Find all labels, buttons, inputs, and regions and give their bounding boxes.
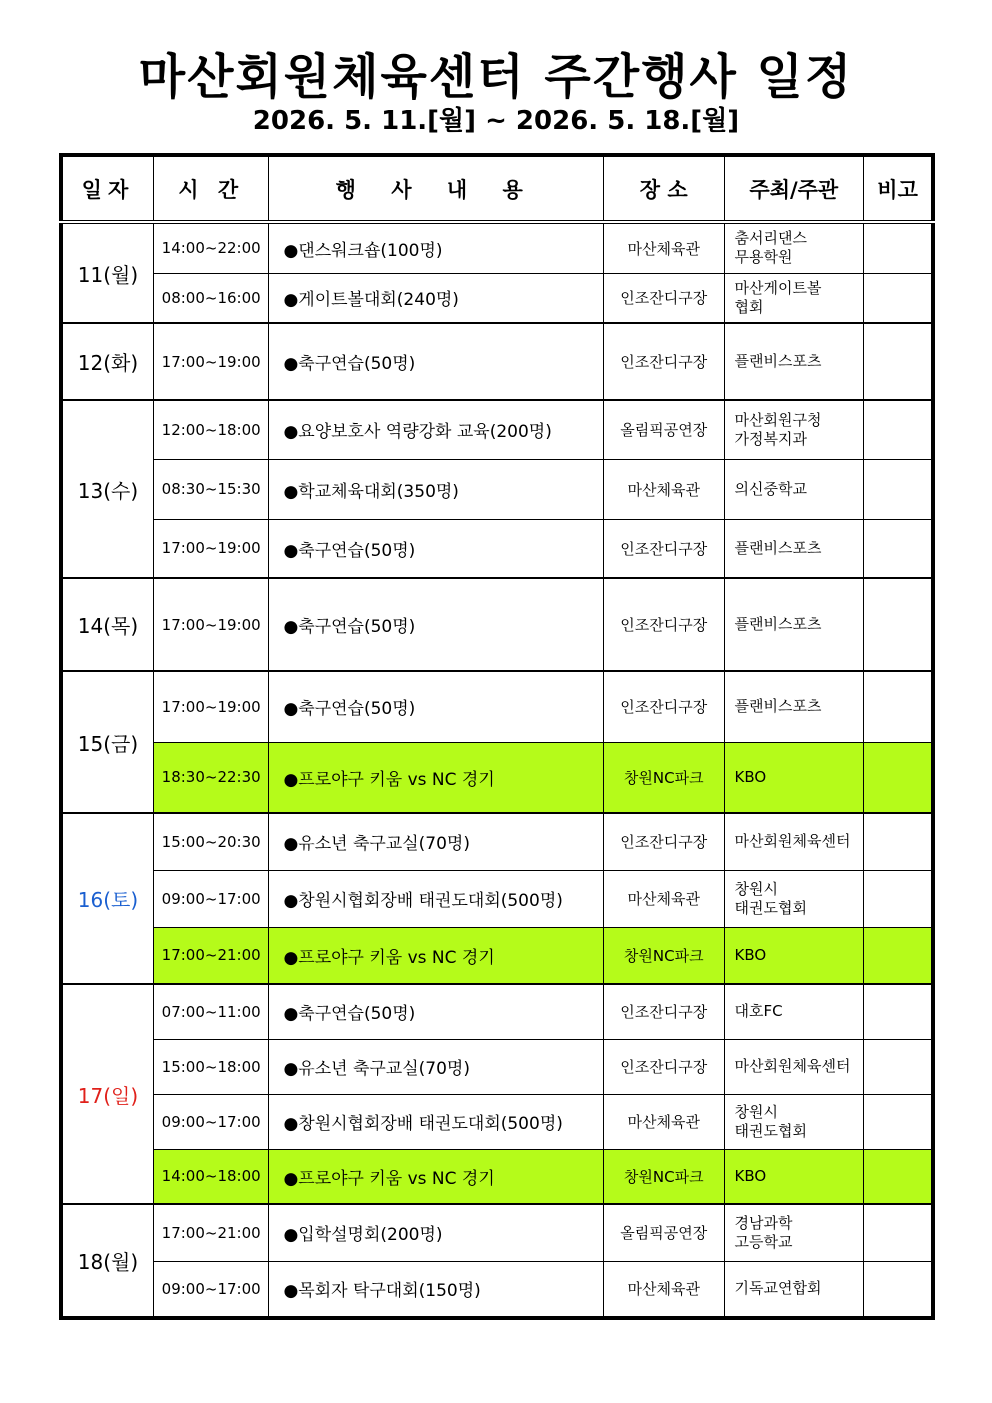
venue-cell: 인조잔디구장 xyxy=(603,671,724,742)
time-cell: 15:00~20:30 xyxy=(153,813,269,870)
schedule-body xyxy=(61,222,933,1318)
host-line: 고등학교 xyxy=(734,1232,793,1251)
time-cell: 08:30~15:30 xyxy=(153,459,269,519)
host-cell xyxy=(724,323,864,400)
host-line: KBO xyxy=(734,767,767,786)
venue-cell: 창원NC파크 xyxy=(603,1149,724,1204)
note-cell xyxy=(864,671,933,742)
column-header-event: 행 사 내 용 xyxy=(269,155,604,222)
table-row xyxy=(61,1039,933,1094)
column-header-time: 시 간 xyxy=(153,155,269,222)
column-header-note: 비고 xyxy=(864,155,933,222)
note-cell xyxy=(864,222,933,273)
time-cell: 12:00~18:00 xyxy=(153,400,269,459)
host-cell xyxy=(724,273,864,323)
host-cell xyxy=(724,813,864,870)
note-cell xyxy=(864,1149,933,1204)
event-cell: ●프로야구 키움 vs NC 경기 xyxy=(269,927,604,984)
note-cell xyxy=(864,984,933,1039)
host-line: 마산회원체육센터 xyxy=(734,1057,851,1075)
host-line: 가정복지과 xyxy=(734,429,807,448)
time-cell: 07:00~11:00 xyxy=(153,984,269,1039)
note-cell xyxy=(864,927,933,984)
host-cell xyxy=(724,1039,864,1094)
host-cell xyxy=(724,1149,864,1204)
date-cell: 11(월) xyxy=(61,222,153,323)
column-header-date: 일자 xyxy=(61,155,153,222)
table-row xyxy=(61,813,933,870)
note-cell xyxy=(864,1039,933,1094)
note-cell xyxy=(864,273,933,323)
time-cell: 17:00~19:00 xyxy=(153,323,269,400)
host-line: 마산회원구청 xyxy=(734,410,822,429)
venue-cell: 올림픽공연장 xyxy=(603,400,724,459)
schedule-table xyxy=(59,153,935,1320)
date-cell: 15(금) xyxy=(61,671,153,813)
note-cell xyxy=(864,1261,933,1318)
table-row xyxy=(61,222,933,273)
page-title: 마산회원체육센터 주간행사 일정 xyxy=(138,49,854,105)
venue-cell: 마산체육관 xyxy=(603,222,724,273)
time-cell: 17:00~19:00 xyxy=(153,578,269,671)
host-cell xyxy=(724,459,864,519)
table-row xyxy=(61,671,933,742)
table-row xyxy=(61,984,933,1039)
event-cell: ●축구연습(50명) xyxy=(269,519,604,578)
host-line: 경남과학 xyxy=(734,1213,793,1232)
note-cell xyxy=(864,578,933,671)
time-cell: 17:00~19:00 xyxy=(153,519,269,578)
host-cell xyxy=(724,578,864,671)
venue-cell: 인조잔디구장 xyxy=(603,578,724,671)
host-line: 플랜비스포츠 xyxy=(734,615,822,633)
time-cell: 09:00~17:00 xyxy=(153,1261,269,1318)
event-cell: ●축구연습(50명) xyxy=(269,578,604,671)
date-cell: 17(일) xyxy=(61,984,153,1204)
host-line: 플랜비스포츠 xyxy=(734,697,822,716)
event-cell: ●댄스워크숍(100명) xyxy=(269,222,604,273)
time-cell: 14:00~22:00 xyxy=(153,222,269,273)
venue-cell: 인조잔디구장 xyxy=(603,273,724,323)
table-row xyxy=(61,927,933,984)
time-cell: 17:00~21:00 xyxy=(153,1204,269,1261)
host-cell xyxy=(724,222,864,273)
host-cell xyxy=(724,400,864,459)
host-cell xyxy=(724,984,864,1039)
event-cell: ●축구연습(50명) xyxy=(269,671,604,742)
date-cell: 14(목) xyxy=(61,578,153,671)
event-cell: ●게이트볼대회(240명) xyxy=(269,273,604,323)
event-cell: ●프로야구 키움 vs NC 경기 xyxy=(269,1149,604,1204)
note-cell xyxy=(864,1204,933,1261)
table-row xyxy=(61,1149,933,1204)
column-header-host: 주최/주관 xyxy=(724,155,864,222)
table-row xyxy=(61,578,933,671)
time-cell: 17:00~21:00 xyxy=(153,927,269,984)
header-row xyxy=(61,155,933,222)
venue-cell: 창원NC파크 xyxy=(603,742,724,813)
venue-cell: 인조잔디구장 xyxy=(603,984,724,1039)
host-cell xyxy=(724,519,864,578)
event-cell: ●축구연습(50명) xyxy=(269,984,604,1039)
host-cell xyxy=(724,1261,864,1318)
date-cell: 16(토) xyxy=(61,813,153,984)
event-cell: ●축구연습(50명) xyxy=(269,323,604,400)
table-row xyxy=(61,1204,933,1261)
host-line: KBO xyxy=(734,945,767,964)
note-cell xyxy=(864,870,933,927)
event-cell: ●요양보호사 역량강화 교육(200명) xyxy=(269,400,604,459)
host-line: 무용학원 xyxy=(734,248,793,267)
venue-cell: 올림픽공연장 xyxy=(603,1204,724,1261)
host-line: KBO xyxy=(734,1166,767,1185)
table-row xyxy=(61,1261,933,1318)
table-row xyxy=(61,742,933,813)
host-cell xyxy=(724,870,864,927)
host-line: 창원시 xyxy=(734,1102,778,1121)
event-cell: ●학교체육대회(350명) xyxy=(269,459,604,519)
host-cell xyxy=(724,742,864,813)
note-cell xyxy=(864,1094,933,1149)
event-cell: ●창원시협회장배 태권도대회(500명) xyxy=(269,1094,604,1149)
host-line: 태권도협회 xyxy=(734,898,807,917)
event-cell: ●창원시협회장배 태권도대회(500명) xyxy=(269,870,604,927)
event-cell: ●유소년 축구교실(70명) xyxy=(269,813,604,870)
venue-cell: 창원NC파크 xyxy=(603,927,724,984)
date-cell: 18(월) xyxy=(61,1204,153,1318)
note-cell xyxy=(864,519,933,578)
host-cell xyxy=(724,671,864,742)
time-cell: 09:00~17:00 xyxy=(153,870,269,927)
venue-cell: 인조잔디구장 xyxy=(603,813,724,870)
date-cell: 13(수) xyxy=(61,400,153,578)
host-line: 춤서리댄스 xyxy=(734,229,807,248)
host-cell xyxy=(724,927,864,984)
time-cell: 15:00~18:00 xyxy=(153,1039,269,1094)
table-row xyxy=(61,459,933,519)
host-line: 대호FC xyxy=(734,1002,783,1021)
note-cell xyxy=(864,400,933,459)
table-row xyxy=(61,323,933,400)
host-line: 플랜비스포츠 xyxy=(734,352,822,370)
event-cell: ●유소년 축구교실(70명) xyxy=(269,1039,604,1094)
note-cell xyxy=(864,813,933,870)
time-cell: 17:00~19:00 xyxy=(153,671,269,742)
time-cell: 08:00~16:00 xyxy=(153,273,269,323)
event-cell: ●목회자 탁구대회(150명) xyxy=(269,1261,604,1318)
time-cell: 09:00~17:00 xyxy=(153,1094,269,1149)
venue-cell: 마산체육관 xyxy=(603,1261,724,1318)
event-cell: ●입학설명회(200명) xyxy=(269,1204,604,1261)
note-cell xyxy=(864,742,933,813)
venue-cell: 마산체육관 xyxy=(603,1094,724,1149)
host-line: 마산회원체육센터 xyxy=(734,832,851,851)
event-cell: ●프로야구 키움 vs NC 경기 xyxy=(269,742,604,813)
venue-cell: 인조잔디구장 xyxy=(603,323,724,400)
table-row xyxy=(61,273,933,323)
host-cell xyxy=(724,1204,864,1261)
venue-cell: 인조잔디구장 xyxy=(603,519,724,578)
host-line: 태권도협회 xyxy=(734,1121,807,1140)
venue-cell: 마산체육관 xyxy=(603,870,724,927)
venue-cell: 마산체육관 xyxy=(603,459,724,519)
table-row xyxy=(61,400,933,459)
host-line: 창원시 xyxy=(734,879,778,898)
table-row xyxy=(61,870,933,927)
date-cell: 12(화) xyxy=(61,323,153,400)
time-cell: 18:30~22:30 xyxy=(153,742,269,813)
host-line: 협회 xyxy=(734,297,764,316)
host-line: 기독교연합회 xyxy=(734,1279,822,1298)
note-cell xyxy=(864,459,933,519)
table-row xyxy=(61,519,933,578)
table-row xyxy=(61,1094,933,1149)
venue-cell: 인조잔디구장 xyxy=(603,1039,724,1094)
note-cell xyxy=(864,323,933,400)
host-line: 의신중학교 xyxy=(734,479,807,498)
time-cell: 14:00~18:00 xyxy=(153,1149,269,1204)
host-line: 플랜비스포츠 xyxy=(734,538,822,557)
column-header-venue: 장 소 xyxy=(603,155,724,222)
host-cell xyxy=(724,1094,864,1149)
date-range: 2026. 5. 11.[월] ~ 2026. 5. 18.[월] xyxy=(252,106,740,136)
host-line: 마산게이트볼 xyxy=(734,278,822,297)
